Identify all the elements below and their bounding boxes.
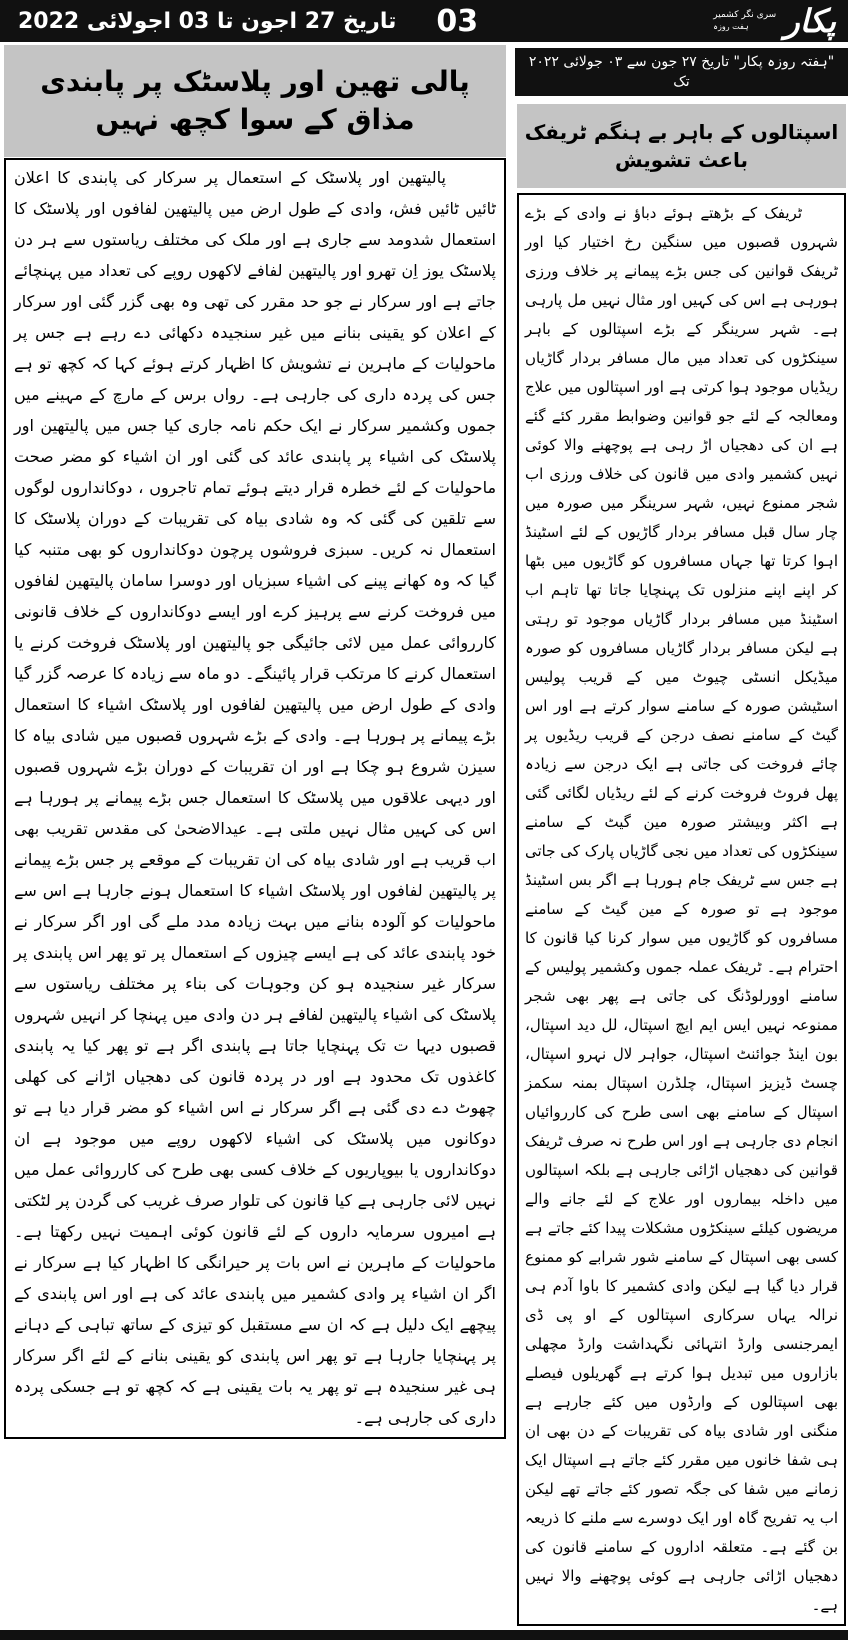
article-line: خانوں میں مقرر کئے جاتے ہے اسپتال ایک زمانے میں شفا کی bbox=[525, 1451, 838, 1498]
logo-tagline: ہفت روزہ bbox=[713, 22, 749, 31]
logo-location: سری نگر کشمیر bbox=[713, 10, 777, 20]
article-line: گیٹ کے سامنے سینکڑوں کی تعداد میں نجی گاڑیاں پارک کی جاتی bbox=[525, 813, 838, 860]
left-article-box bbox=[4, 158, 506, 1439]
article-line: جارہے ہے منگنی اور شادی بیاہ کی تقریبات کے دن بھی ان ہی شفا bbox=[525, 1393, 838, 1469]
article-line: جاری ہے اور ملک کی مختلف ریاستوں سے ہر دن پلاسٹک یوز اِن تھرو اور پالیتھین bbox=[14, 230, 497, 280]
article-line: فش، وادی کے طول ارض میں پالیتھین لفافوں اور پلاسٹک کا استعمال شدومد سے bbox=[14, 199, 497, 249]
article-line: کی پردہ داری کی جارہی ہے۔ رواں برس کے مارچ کے مہینے میں جموں وکشمیر سرکار bbox=[14, 385, 496, 435]
left-article-body bbox=[14, 162, 496, 1433]
article-line: سے پرہیز کرے اور ایسے دوکانداروں کے خلاف قانونی کارروائی عمل میں لائی bbox=[14, 602, 497, 652]
article-line: جائیگی جو پالیتھین اور پلاسٹک فروخت کرنے یا استعمال کرنے کا مرتکب قرار bbox=[14, 633, 496, 683]
article-line: کرتا تھا جہاں مسافروں کو گاڑیوں میں بٹھا کر اپنے اپنے منزلوں bbox=[525, 552, 839, 599]
article-line: کا استعمال نہ کریں۔ سبزی فروشوں پرچون دوکانداروں کو بھی متنبہ کیا گیا کہ وہ bbox=[14, 509, 497, 590]
article-line: ہے اور اس گیٹ کے سامنے نصف درجن کے قریب ریڈیوں bbox=[525, 697, 838, 744]
article-line: نے ایک حکم نامہ جاری کیا جس میں پالیتھین اور پلاسٹک کی اشیاء پر پابندی عائد کی bbox=[14, 416, 497, 466]
article-line: ایمرجنسی وارڈ انتہائی نگہداشت وارڈ مچھلی بازاروں میں تبدیل bbox=[525, 1335, 838, 1382]
article-line: ہوا کرتے ہے گھریلوں فیصلے بھی اسپتالوں کے وارڈوں میں کئے bbox=[525, 1364, 838, 1411]
article-line: پر تو پھر اس پابندی پر سرکار غیر سنجیدہ ہو کن وجوہات کی بناء پر مختلف ریاستوں سے bbox=[14, 943, 496, 993]
article-line: تک پہنچایا جاتا تھا تاہم اب اسٹینڈ میں مسافر بردار گاڑیاں موجود تو bbox=[525, 581, 838, 628]
article-line: زیادہ مدد ملے گی اور اگر سرکار نے خود پابندی عائد کی ہے ایسے چیزوں کے استعمال bbox=[14, 912, 497, 962]
article-line: ہے جس سے ٹریفک جام ہورہا ہے اگر بس اسٹینڈ موجود ہے تو صورہ bbox=[525, 871, 838, 918]
footer-bar bbox=[0, 1630, 848, 1640]
left-article-headline: پالی تھین اور پلاسٹک پر پابندی مذاق کے سوا کچھ نہیں bbox=[4, 45, 506, 157]
left-article bbox=[4, 45, 506, 1439]
article-line: قصبوں اور دیہی علاقوں میں پلاسٹک کا استعمال جس بڑے پیمانے پر ہورہا ہے اس bbox=[14, 757, 497, 838]
article-line: ہے اور اس طرح نہ صرف ٹریفک قوانین کی دھجیاں اڑائی جارہی bbox=[525, 1132, 838, 1179]
masthead-bar bbox=[0, 0, 848, 42]
article-line: پالیتھین اور پلاسٹک کے استعمال پر سرکار کی پابندی کا اعلان ٹائیں ٹائیں bbox=[14, 168, 497, 218]
article-line: سے ملنے کا ذریعہ بن گئے ہے۔ متعلقہ اداروں کے سامنے قانون bbox=[525, 1509, 838, 1556]
newspaper-logo: پکار bbox=[784, 2, 836, 40]
article-line: نہرو اسپتال، چسٹ ڈیزیز اسپتال، چلڈرن اسپتال بمنہ سکمز bbox=[525, 1045, 838, 1092]
article-line: پائینگے۔ دو ماہ سے زیادہ کا عرصہ گزر گیا وادی کے طول ارض میں پالیتھین لفافوں اور bbox=[14, 664, 496, 714]
article-line: تعداد میں مال مسافر بردار گاڑیاں ریڈیاں موجود ہوا کرتی ہے bbox=[525, 349, 838, 396]
article-line: جگہ تصور کئے جاتے تھے لیکن اب یہ تفریح گاہ اور ایک دوسرے bbox=[525, 1480, 838, 1527]
logo-group bbox=[713, 1, 836, 41]
article-line: فروخت کرنے کے لئے ریڈیاں لگائی گئی ہے اکثر وبیشتر صورہ مین bbox=[525, 784, 838, 831]
article-line: اور اسپتالوں میں علاج ومعالجہ کے لئے جو قوانین وضوابط مقرر کئے bbox=[525, 378, 838, 425]
article-line: در پردہ قانون کی دھجیاں اڑانے کی کھلی چھوٹ دے دی گئی ہے اگر سرکار نے اس bbox=[14, 1067, 496, 1117]
article-line: کشمیر کا باوا آدم ہی نرالہ یہاں سرکاری اسپتالوں کے او پی ڈی bbox=[525, 1277, 838, 1324]
article-line: اسپتال کے سامنے شور شرابے کو ممنوع قرار دیا گیا ہے لیکن وادی bbox=[525, 1248, 838, 1295]
article-line: پلاسٹک اشیاء کا استعمال بڑے پیمانے پر ہورہا ہے۔ وادی کے بڑے شہروں قصبوں bbox=[14, 695, 496, 745]
article-line: کی دھجیاں اڑائی جارہی ہے کوئی پوچھنے والا نہیں ہے۔ bbox=[525, 1538, 838, 1614]
article-line: اشیاء کو مضر قرار دیا ہے تو دوکانوں میں پلاسٹک کی اشیاء لاکھوں روپے میں موجود ہے bbox=[14, 1098, 497, 1148]
article-line: گئے ہے ان کی دھجیاں اڑ رہی ہے پوچھنے والا کوئی نہیں کشمیر bbox=[525, 407, 838, 483]
right-article bbox=[515, 48, 848, 1626]
article-line: چیوٹ میں کے قریب پولیس اسٹیشن صورہ کے سامنے سوار کرتے bbox=[525, 668, 838, 715]
article-line: میں شادی بیاہ کا سیزن شروع ہو چکا ہے اور ان تقریبات کے دوران بڑے شہروں bbox=[14, 726, 496, 776]
article-line: دہانے پر پہنچایا جارہا ہے تو پھر اس پابندی کو یقینی بنانے کے لئے اگر سرکار ہی bbox=[14, 1315, 496, 1396]
article-line: غیر سنجیدہ ہے تو پھر یہ بات یقینی ہے کہ کچھ تو ہے جسکی پردہ داری کی جارہی ہے۔ bbox=[14, 1377, 496, 1427]
logo-subtitles bbox=[713, 9, 776, 33]
right-article-box bbox=[517, 193, 846, 1626]
article-line: رہتی ہے لیکن مسافر بردار گاڑیاں مسافروں کو صورہ میڈیکل انسٹی bbox=[525, 610, 838, 686]
article-line: پلاسٹک اشیاء کا استعمال ہونے جارہا ہے اس سے ماحولیات کو آلودہ بنانے میں بہت bbox=[14, 881, 496, 931]
article-line: ایچ اسپتال، لل دید اسپتال، بون اینڈ جوائنٹ اسپتال، جواہر لال bbox=[525, 1016, 838, 1063]
article-line: پارہی ہے۔ شہر سرینگر کے بڑے اسپتالوں کے باہر سینکڑوں کی bbox=[525, 291, 838, 367]
article-line: جارہی ہے کیا قانون کی تلوار صرف غریب کی گردن پر لٹکتی ہے امیروں سرمایہ داروں bbox=[14, 1191, 497, 1241]
article-line: میں صورہ میں چار سال قبل مسافر بردار گاڑیوں کے لئے اسٹینڈ اہوا bbox=[525, 494, 838, 570]
issue-date: تاریخ 27 اجون تا 03 اجولائی 2022 bbox=[18, 8, 397, 34]
article-line: قصبوں میں سنگین رخ اختیار کیا اور ٹریفک قوانین کی جس بڑے bbox=[525, 233, 839, 280]
article-line: پر حیرانگی کا اظہار کیا ہے سرکار نے اگر ان اشیاء پر وادی کشمیر میں پابندی عائد کی ہے bbox=[14, 1253, 496, 1303]
article-line: ہے بلکہ اسپتالوں میں داخلہ بیماروں اور علاج کے لئے جانے bbox=[525, 1161, 838, 1208]
article-line: کے مین گیٹ کے سامنے مسافروں کو گاڑیوں میں سوار کرنا bbox=[525, 900, 838, 947]
article-line: ، دوکانداروں لوگوں سے تلقین کی گئی کہ وہ شادی بیاہ کی تقریبات کے دوران پلاسٹک bbox=[14, 478, 496, 528]
article-line: پیمانے پر خلاف ورزی ہورہی ہے اس کی کہیں اور مثال نہیں مل bbox=[525, 262, 838, 309]
page-number: 03 bbox=[436, 3, 479, 39]
article-line: وادی میں قانون کی خلاف ورزی اب شجر ممنوع نہیں، شہر سرینگر bbox=[525, 465, 838, 512]
article-line: اور اس پابندی کے پیچھے ایک دلیل ہے کہ ان سے مستقبل کو تیزی کے ساتھ تباہی کے bbox=[14, 1284, 496, 1334]
article-line: جس پر ماحولیات کے ماہرین نے تشویش کا اظہار کرتے ہوئے کہا کہ کچھ تو ہے جس bbox=[14, 323, 496, 404]
article-line: ان دوکانداروں یا بیوپاریوں کے خلاف کسی بھی طرح کی کارروائی عمل میں نہیں لائی bbox=[14, 1129, 496, 1210]
article-line: اسپتال کے سامنے بھی اسی طرح کی کارروائیاں انجام دی جارہی bbox=[525, 1103, 838, 1150]
article-line: وہ بھی گزر گئی اور سرکار کے اعلان کو یقینی بنانے میں غیر سنجیدہ دکھائی دے رہے ہے bbox=[14, 292, 496, 342]
article-line: ٹریفک کے بڑھتے ہوئے دباؤ نے وادی کے بڑے شہروں bbox=[525, 204, 838, 251]
issue-strip: "ہفتہ روزہ پکار" تاریخ ۲۷ جون سے ۰۳ جولائی ۲۰۲۲ تک bbox=[515, 48, 848, 96]
article-line: ت تک پہنچایا جاتا ہے پابندی اگر ہے تو پھر کیا یہ پابندی کاغذوں تک محدود ہے اور bbox=[14, 1036, 496, 1086]
right-article-body bbox=[525, 199, 838, 1620]
article-line: گئی اور ان اشیاء کو مضر صحت ماحولیات کے لئے خطرہ قرار دیتے ہوئے تمام تاجروں bbox=[14, 447, 497, 497]
article-line: پر چائے فروخت کی جاتی ہے ایک درجن سے زیادہ پھل فروٹ bbox=[525, 726, 838, 802]
article-line: کیا قانون کا احترام ہے۔ ٹریفک عملہ جموں وکشمیر پولیس کے bbox=[525, 929, 838, 976]
article-line: کے لئے قانون کوئی اہمیت نہیں رکھتا ہے۔ ماحولیات کے ماہرین نے اس بات bbox=[14, 1222, 497, 1272]
article-line: کھانے پینے کی اشیاء سبزیاں اور دوسرا سامان پالیتھین لفافوں میں فروخت کرنے bbox=[14, 571, 497, 621]
article-line: کی کہیں مثال نہیں ملتی ہے۔ عیدالاضحیٰ کی مقدس تقریب بھی اب قریب ہے اور شادی bbox=[14, 819, 497, 869]
article-line: پلاسٹک کی اشیاء پالیتھین لفافے ہر دن وادی میں پہنچا کر انہیں شہروں قصبوں دیہا bbox=[14, 1005, 497, 1055]
article-line: لفافے لاکھوں روپے کی تعداد میں پہنچائے جاتے ہے اور سرکار نے جو حد مقرر کی تھی bbox=[14, 261, 497, 311]
article-line: والے مریضوں کیلئے سینکڑوں مشکلات پیدا کئے جاتے ہے کسی بھی bbox=[525, 1190, 838, 1266]
right-article-headline: اسپتالوں کے باہر بے ہنگم ٹریفک باعث تشویش bbox=[517, 104, 846, 188]
article-line: سامنے اوورلوڈنگ کی جاتی ہے پھر بھی شجر ممنوعہ نہیں ایس ایم bbox=[525, 987, 838, 1034]
article-line: بیاہ کی ان تقریبات کے موقعے پر جس بڑے پیمانے پر پالیتھین لفافوں اور bbox=[14, 850, 496, 900]
